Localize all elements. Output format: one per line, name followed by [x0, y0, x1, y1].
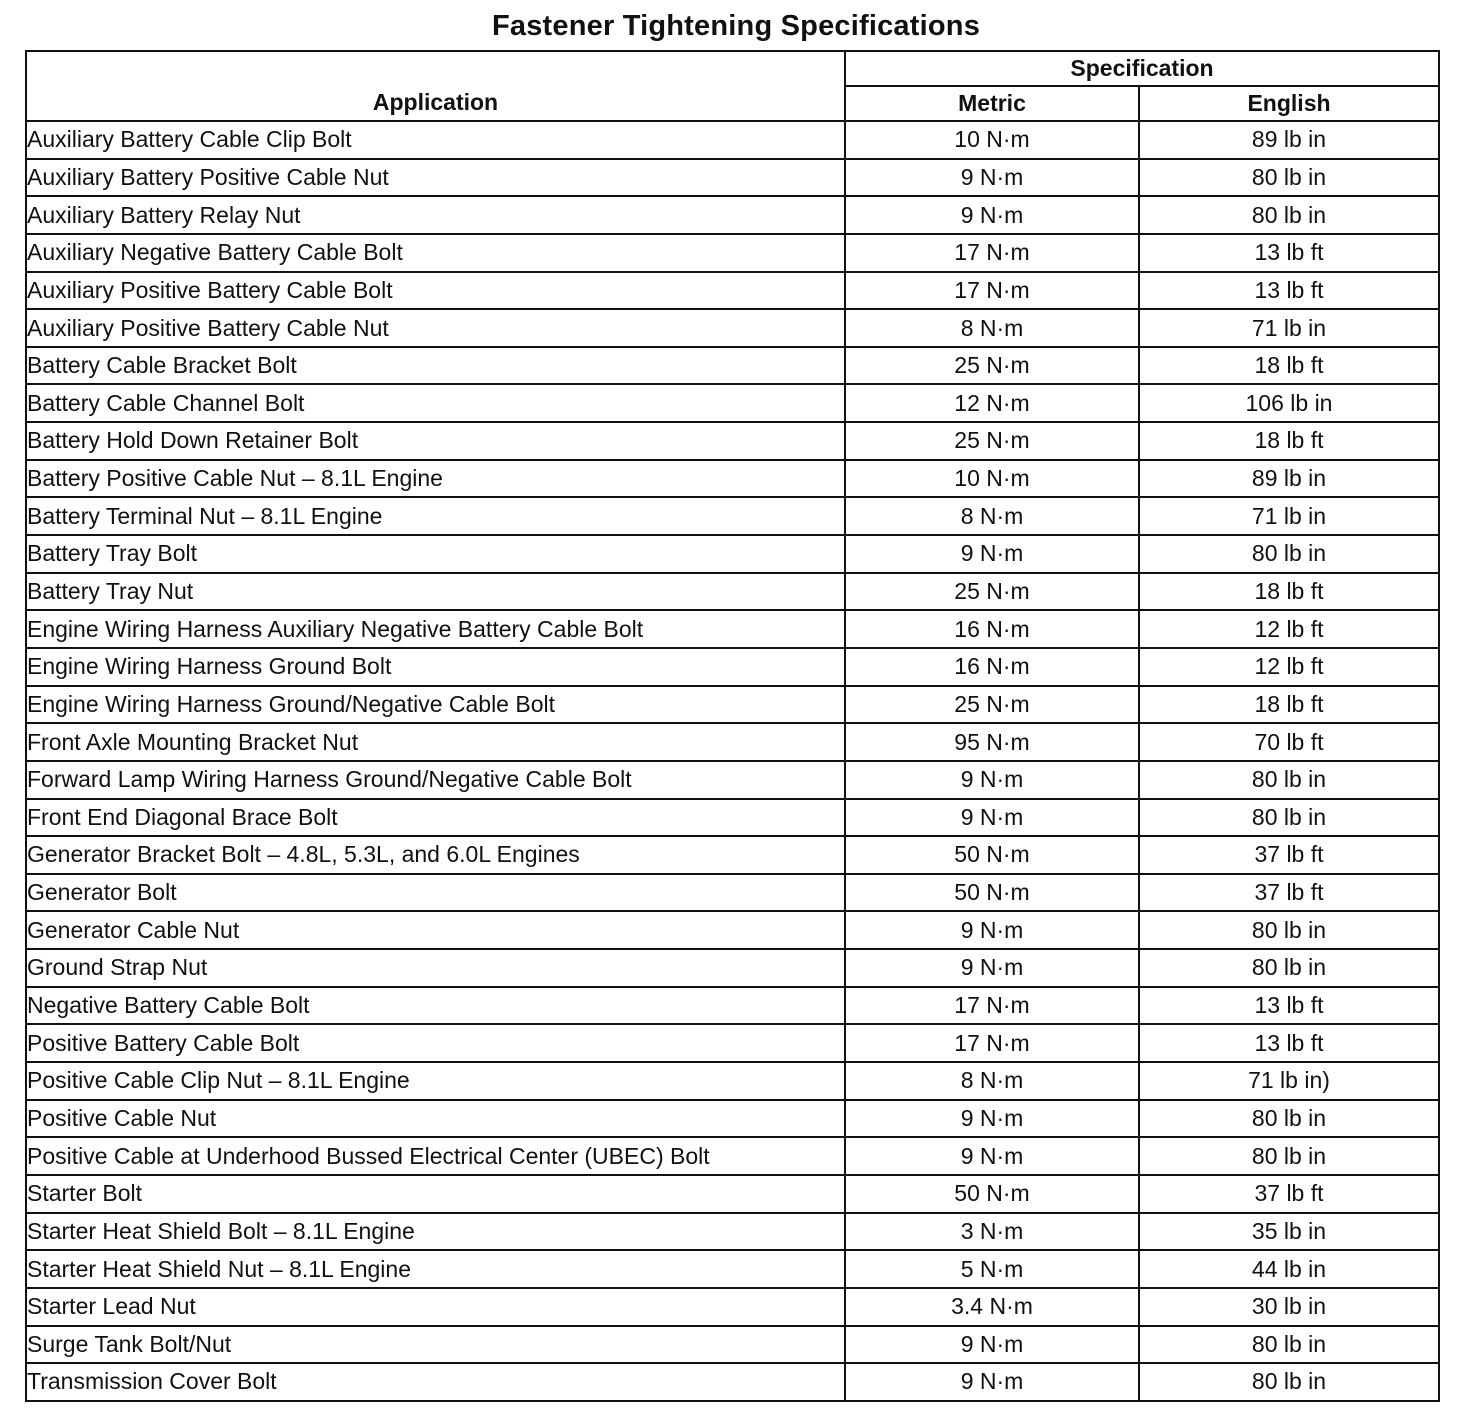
metric-cell: 9 N·m	[845, 1100, 1139, 1138]
english-cell: 71 lb in)	[1139, 1062, 1439, 1100]
table-row	[26, 874, 1439, 912]
english-cell: 70 lb ft	[1139, 723, 1439, 761]
application-cell: Battery Positive Cable Nut – 8.1L Engine	[26, 460, 845, 498]
table-row	[26, 272, 1439, 310]
application-cell: Front Axle Mounting Bracket Nut	[26, 723, 845, 761]
table-row	[26, 799, 1439, 837]
english-cell: 30 lb in	[1139, 1288, 1439, 1326]
metric-cell: 25 N·m	[845, 573, 1139, 611]
metric-cell: 17 N·m	[845, 234, 1139, 272]
application-cell: Auxiliary Negative Battery Cable Bolt	[26, 234, 845, 272]
application-cell: Generator Cable Nut	[26, 911, 845, 949]
application-cell: Ground Strap Nut	[26, 949, 845, 987]
application-cell: Generator Bracket Bolt – 4.8L, 5.3L, and 6.0L Engines	[26, 836, 845, 874]
metric-cell: 16 N·m	[845, 610, 1139, 648]
application-cell: Positive Cable Clip Nut – 8.1L Engine	[26, 1062, 845, 1100]
english-cell: 37 lb ft	[1139, 874, 1439, 912]
english-cell: 80 lb in	[1139, 949, 1439, 987]
english-cell: 13 lb ft	[1139, 1024, 1439, 1062]
metric-cell: 9 N·m	[845, 1363, 1139, 1401]
english-cell: 80 lb in	[1139, 159, 1439, 197]
metric-cell: 5 N·m	[845, 1250, 1139, 1288]
metric-cell: 9 N·m	[845, 1137, 1139, 1175]
metric-cell: 8 N·m	[845, 309, 1139, 347]
application-cell: Battery Tray Bolt	[26, 535, 845, 573]
metric-cell: 9 N·m	[845, 799, 1139, 837]
metric-cell: 10 N·m	[845, 460, 1139, 498]
application-cell: Battery Tray Nut	[26, 573, 845, 611]
english-cell: 80 lb in	[1139, 761, 1439, 799]
metric-cell: 95 N·m	[845, 723, 1139, 761]
metric-cell: 10 N·m	[845, 121, 1139, 159]
table-row	[26, 497, 1439, 535]
metric-cell: 3 N·m	[845, 1213, 1139, 1251]
english-cell: 13 lb ft	[1139, 272, 1439, 310]
english-cell: 13 lb ft	[1139, 987, 1439, 1025]
application-cell: Battery Cable Bracket Bolt	[26, 347, 845, 385]
table-row	[26, 1363, 1439, 1401]
application-cell: Positive Cable at Underhood Bussed Electrical Center (UBEC) Bolt	[26, 1137, 845, 1175]
spec-table	[25, 50, 1440, 1402]
table-row	[26, 723, 1439, 761]
table-row	[26, 1288, 1439, 1326]
metric-cell: 17 N·m	[845, 987, 1139, 1025]
table-row	[26, 535, 1439, 573]
metric-cell: 3.4 N·m	[845, 1288, 1139, 1326]
table-row	[26, 121, 1439, 159]
english-cell: 18 lb ft	[1139, 422, 1439, 460]
table-header	[26, 51, 1439, 121]
metric-cell: 9 N·m	[845, 159, 1139, 197]
application-cell: Positive Cable Nut	[26, 1100, 845, 1138]
table-row	[26, 573, 1439, 611]
table-row	[26, 648, 1439, 686]
table-row	[26, 1137, 1439, 1175]
table-row	[26, 1100, 1439, 1138]
english-cell: 80 lb in	[1139, 1363, 1439, 1401]
application-cell: Negative Battery Cable Bolt	[26, 987, 845, 1025]
english-cell: 12 lb ft	[1139, 610, 1439, 648]
application-cell: Transmission Cover Bolt	[26, 1363, 845, 1401]
table-row	[26, 347, 1439, 385]
english-cell: 18 lb ft	[1139, 686, 1439, 724]
table-row	[26, 309, 1439, 347]
column-header-specification: Specification	[845, 51, 1439, 86]
application-cell: Battery Terminal Nut – 8.1L Engine	[26, 497, 845, 535]
metric-cell: 17 N·m	[845, 1024, 1139, 1062]
application-cell: Generator Bolt	[26, 874, 845, 912]
table-row	[26, 234, 1439, 272]
table-row	[26, 1250, 1439, 1288]
english-cell: 89 lb in	[1139, 121, 1439, 159]
metric-cell: 9 N·m	[845, 949, 1139, 987]
table-row	[26, 610, 1439, 648]
application-cell: Auxiliary Battery Positive Cable Nut	[26, 159, 845, 197]
application-cell: Auxiliary Positive Battery Cable Bolt	[26, 272, 845, 310]
metric-cell: 25 N·m	[845, 422, 1139, 460]
english-cell: 13 lb ft	[1139, 234, 1439, 272]
metric-cell: 8 N·m	[845, 1062, 1139, 1100]
application-cell: Starter Bolt	[26, 1175, 845, 1213]
english-cell: 18 lb ft	[1139, 347, 1439, 385]
english-cell: 80 lb in	[1139, 196, 1439, 234]
metric-cell: 9 N·m	[845, 535, 1139, 573]
table-row	[26, 1326, 1439, 1364]
application-cell: Starter Heat Shield Nut – 8.1L Engine	[26, 1250, 845, 1288]
english-cell: 89 lb in	[1139, 460, 1439, 498]
english-cell: 37 lb ft	[1139, 836, 1439, 874]
table-row	[26, 384, 1439, 422]
application-cell: Engine Wiring Harness Ground/Negative Cable Bolt	[26, 686, 845, 724]
metric-cell: 9 N·m	[845, 761, 1139, 799]
application-cell: Auxiliary Battery Relay Nut	[26, 196, 845, 234]
table-row	[26, 1175, 1439, 1213]
table-row	[26, 911, 1439, 949]
table-row	[26, 949, 1439, 987]
application-cell: Battery Hold Down Retainer Bolt	[26, 422, 845, 460]
application-cell: Starter Heat Shield Bolt – 8.1L Engine	[26, 1213, 845, 1251]
application-cell: Surge Tank Bolt/Nut	[26, 1326, 845, 1364]
english-cell: 71 lb in	[1139, 309, 1439, 347]
metric-cell: 25 N·m	[845, 686, 1139, 724]
english-cell: 18 lb ft	[1139, 573, 1439, 611]
application-cell: Auxiliary Positive Battery Cable Nut	[26, 309, 845, 347]
table-row	[26, 761, 1439, 799]
english-cell: 80 lb in	[1139, 1100, 1439, 1138]
table-row	[26, 460, 1439, 498]
metric-cell: 8 N·m	[845, 497, 1139, 535]
column-header-application: Application	[26, 51, 845, 121]
application-cell: Starter Lead Nut	[26, 1288, 845, 1326]
english-cell: 12 lb ft	[1139, 648, 1439, 686]
english-cell: 80 lb in	[1139, 1326, 1439, 1364]
application-cell: Positive Battery Cable Bolt	[26, 1024, 845, 1062]
table-row	[26, 1213, 1439, 1251]
metric-cell: 9 N·m	[845, 1326, 1139, 1364]
table-row	[26, 1024, 1439, 1062]
english-cell: 71 lb in	[1139, 497, 1439, 535]
english-cell: 80 lb in	[1139, 799, 1439, 837]
metric-cell: 9 N·m	[845, 196, 1139, 234]
page-title: Fastener Tightening Specifications	[491, 10, 981, 42]
english-cell: 80 lb in	[1139, 535, 1439, 573]
table-row	[26, 987, 1439, 1025]
metric-cell: 16 N·m	[845, 648, 1139, 686]
metric-cell: 50 N·m	[845, 836, 1139, 874]
table-row	[26, 159, 1439, 197]
metric-cell: 17 N·m	[845, 272, 1139, 310]
column-header-english: English	[1139, 86, 1439, 121]
english-cell: 44 lb in	[1139, 1250, 1439, 1288]
application-cell: Engine Wiring Harness Auxiliary Negative Battery Cable Bolt	[26, 610, 845, 648]
english-cell: 80 lb in	[1139, 911, 1439, 949]
table-row	[26, 196, 1439, 234]
application-cell: Battery Cable Channel Bolt	[26, 384, 845, 422]
metric-cell: 50 N·m	[845, 874, 1139, 912]
application-cell: Auxiliary Battery Cable Clip Bolt	[26, 121, 845, 159]
metric-cell: 50 N·m	[845, 1175, 1139, 1213]
table-body	[26, 121, 1439, 1401]
table-row	[26, 1062, 1439, 1100]
application-cell: Forward Lamp Wiring Harness Ground/Negative Cable Bolt	[26, 761, 845, 799]
application-cell: Engine Wiring Harness Ground Bolt	[26, 648, 845, 686]
english-cell: 106 lb in	[1139, 384, 1439, 422]
english-cell: 37 lb ft	[1139, 1175, 1439, 1213]
metric-cell: 9 N·m	[845, 911, 1139, 949]
english-cell: 80 lb in	[1139, 1137, 1439, 1175]
metric-cell: 12 N·m	[845, 384, 1139, 422]
application-cell: Front End Diagonal Brace Bolt	[26, 799, 845, 837]
column-header-metric: Metric	[845, 86, 1139, 121]
table-row	[26, 422, 1439, 460]
table-row	[26, 686, 1439, 724]
table-row	[26, 836, 1439, 874]
english-cell: 35 lb in	[1139, 1213, 1439, 1251]
metric-cell: 25 N·m	[845, 347, 1139, 385]
